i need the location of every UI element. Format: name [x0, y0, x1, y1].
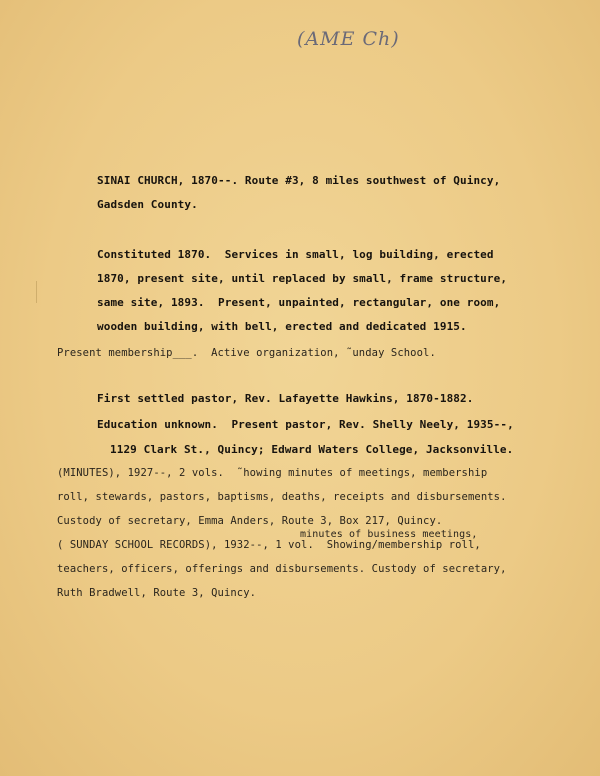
history-line-2: 1870, present site, until replaced by small, frame structure, [97, 272, 508, 285]
pastor-line-3: 1129 Clark St., Quincy; Edward Waters College, Jacksonville. [110, 443, 514, 456]
entry-title-line-2: Gadsden County. [97, 198, 198, 211]
pastor-line-2: Education unknown. Present pastor, Rev. Shelly Neely, 1935--, [97, 418, 514, 431]
sunday-school-line-1: ( SUNDAY SCHOOL RECORDS), 1932--, 1 vol. Showing/membership roll, [57, 539, 481, 551]
handwritten-annotation: (AME Ch) [297, 28, 400, 50]
sunday-school-line-3: Ruth Bradwell, Route 3, Quincy. [57, 587, 257, 599]
membership-line: Present membership___. Active organization, ˜unday School. [57, 347, 436, 359]
minutes-line-3: Custody of secretary, Emma Anders, Route 3, Box 217, Quincy. [57, 515, 443, 527]
pastor-line-1: First settled pastor, Rev. Lafayette Hawkins, 1870-1882. [97, 392, 474, 405]
minutes-line-1: (MINUTES), 1927--, 2 vols. ˜howing minutes of meetings, membership [57, 467, 488, 479]
sunday-school-line-2: teachers, officers, offerings and disbursements. Custody of secretary, [57, 563, 507, 575]
minutes-line-2: roll, stewards, pastors, baptisms, deaths, receipts and disbursements. [57, 491, 507, 503]
inserted-text: minutes of business meetings, [300, 529, 478, 540]
history-line-3: same site, 1893. Present, unpainted, rectangular, one room, [97, 296, 501, 309]
history-line-1: Constituted 1870. Services in small, log building, erected [97, 248, 494, 261]
entry-title-line: SINAI CHURCH, 1870--. Route #3, 8 miles southwest of Quincy, [97, 174, 501, 187]
margin-mark [36, 281, 41, 303]
history-line-4: wooden building, with bell, erected and dedicated 1915. [97, 320, 467, 333]
